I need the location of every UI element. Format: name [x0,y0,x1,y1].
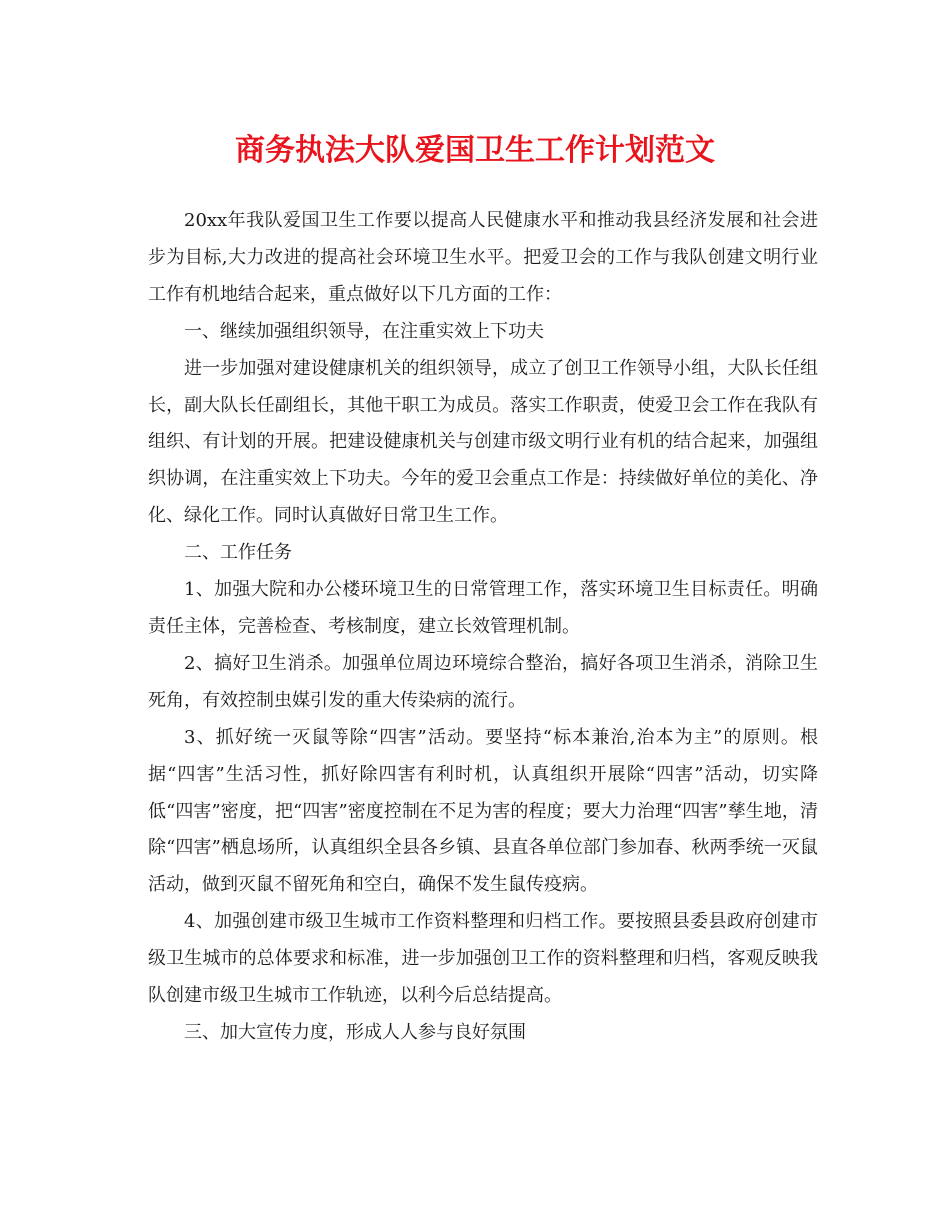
document-title: 商务执法大队爱国卫生工作计划范文 [235,133,715,168]
task-item-4: 4、加强创建市级卫生城市工作资料整理和归档工作。要按照县委县政府创建市级卫生城市的总体要求和标准，进一步加强创卫工作的资料整理和归档，客观反映我队创建市级卫生城市工作轨迹，以利今后总结提高。 [148,911,818,1007]
section-heading-1: 一、继续加强组织领导，在注重实效上下功夫 [184,320,544,342]
document-body [148,203,818,1052]
section-heading-2: 二、工作任务 [184,542,292,564]
paragraph-organization: 进一步加强对建设健康机关的组织领导，成立了创卫工作领导小组，大队长任组长，副大队长任副组长，其他干职工为成员。落实工作职责，使爱卫会工作在我队有组织、有计划的开展。把建设健康机关与创建市级文明行业有机的结合起来，加强组织协调，在注重实效上下功夫。今年的爱卫会重点工作是：持续做好单位的美化、净化、绿化工作。同时认真做好日常卫生工作。 [148,357,818,527]
task-item-2: 2、搞好卫生消杀。加强单位周边环境综合整治，搞好各项卫生消杀，消除卫生死角，有效控制虫媒引发的重大传染病的流行。 [148,652,818,711]
task-item-1: 1、加强大院和办公楼环境卫生的日常管理工作，落实环境卫生目标责任。明确责任主体，完善检查、考核制度，建立长效管理机制。 [148,579,818,637]
paragraph-intro: 20xx年我队爱国卫生工作要以提高人民健康水平和推动我县经济发展和社会进步为目标,大力改进的提高社会环境卫生水平。把爱卫会的工作与我队创建文明行业工作有机地结合起来，重点做好以下几方面的工作： [148,210,818,305]
section-heading-3: 三、加大宣传力度，形成人人参与良好氛围 [184,1021,526,1043]
task-item-3: 3、抓好统一灭鼠等除“四害”活动。要坚持“标本兼治,治本为主”的原则。根据“四害”生活习性，抓好除四害有利时机，认真组织开展除“四害”活动，切实降低“四害”密度，把“四害”密度控制在不足为害的程度；要大力治理“四害”孳生地，清除“四害”栖息场所，认真组织全县各乡镇、县直各单位部门参加春、秋两季统一灭鼠活动，做到灭鼠不留死角和空白，确保不发生鼠传疫病。 [148,726,818,896]
